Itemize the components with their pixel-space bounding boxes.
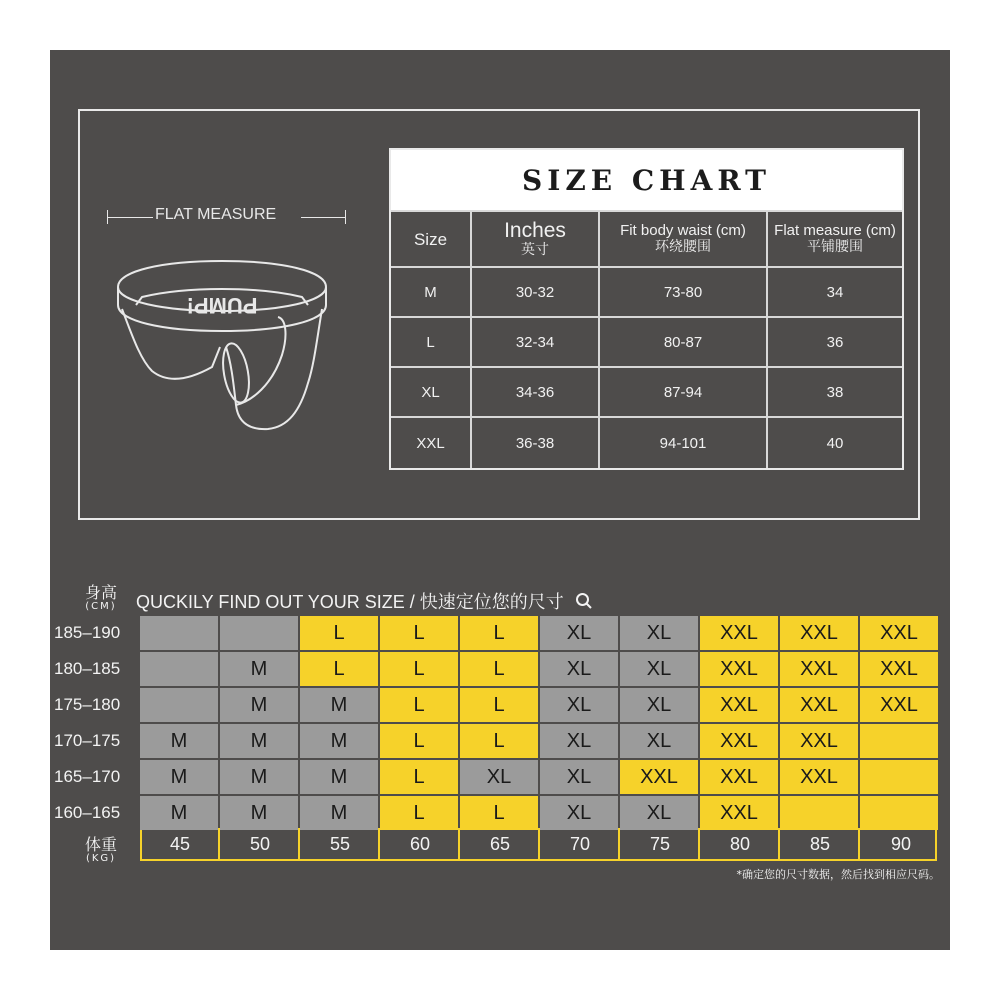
size-grid-cell: M [300, 724, 378, 758]
size-grid-cell: XL [620, 796, 698, 830]
row-m-flat: 34 [826, 283, 844, 301]
size-grid-cell: XXL [860, 616, 938, 650]
size-grid-cell [860, 796, 938, 830]
size-grid-cell: XXL [700, 688, 778, 722]
search-icon [575, 592, 593, 610]
quick-find-title [136, 588, 593, 614]
size-grid-cell [860, 760, 938, 794]
size-grid-cell: XXL [780, 652, 858, 686]
weight-value: 65 [462, 829, 540, 860]
size-grid-cell: XL [540, 616, 618, 650]
weight-value: 80 [702, 829, 780, 860]
size-grid-cell: L [460, 616, 538, 650]
size-grid-cell: L [300, 616, 378, 650]
size-grid-cell: L [460, 724, 538, 758]
size-grid-cell: XL [540, 760, 618, 794]
size-grid-cell: L [380, 688, 458, 722]
size-chart-table [389, 148, 904, 470]
height-row-label: 185–190 [54, 623, 121, 642]
height-row-label: 160–165 [54, 803, 121, 822]
size-grid-cell: L [380, 724, 458, 758]
brief-outline-illustration [112, 255, 332, 435]
size-grid-cell: XXL [780, 688, 858, 722]
size-grid-cell: M [220, 688, 298, 722]
row-xl-inches: 34-36 [515, 383, 555, 401]
size-grid-cell: M [140, 796, 218, 830]
size-grid-cell: XL [620, 616, 698, 650]
size-grid-cell: L [380, 760, 458, 794]
flat-measure-label: FLAT MEASURE [155, 206, 277, 223]
size-grid-cell: XL [540, 724, 618, 758]
weight-value: 60 [382, 829, 460, 860]
weight-value: 45 [142, 829, 220, 860]
size-grid-cell: XL [540, 652, 618, 686]
size-grid-cell: XXL [780, 760, 858, 794]
size-grid-cell: XXL [700, 652, 778, 686]
size-grid-cell: XXL [700, 724, 778, 758]
measure-line-left [107, 217, 153, 218]
row-l-flat: 36 [826, 333, 844, 351]
measure-line-right [301, 217, 345, 218]
measure-tick-right [345, 210, 346, 224]
size-grid-cell: XXL [860, 652, 938, 686]
row-xxl-size: XXL [416, 434, 445, 452]
size-grid-cell: XL [460, 760, 538, 794]
size-grid-cell: XL [620, 652, 698, 686]
weight-value: 55 [302, 829, 380, 860]
row-m-waist: 73-80 [663, 283, 703, 301]
size-grid-cell: XXL [620, 760, 698, 794]
header-flat-measure: Flat measure (cm) 平铺腰围 [774, 222, 896, 255]
size-grid-cell [140, 616, 218, 650]
quick-find-title-text: QUCKILY FIND OUT YOUR SIZE / 快速定位您的尺寸 [136, 592, 564, 612]
size-grid-cell: M [220, 796, 298, 830]
height-row-label: 165–170 [54, 767, 121, 786]
size-grid-cell: M [220, 724, 298, 758]
size-grid-cell: M [300, 688, 378, 722]
size-grid-cell: M [140, 760, 218, 794]
height-row-label: 180–185 [54, 659, 121, 678]
size-grid-cell: XL [540, 796, 618, 830]
row-xl-flat: 38 [826, 383, 844, 401]
size-grid-cell: XXL [700, 760, 778, 794]
row-xl-size: XL [421, 383, 440, 401]
height-row-label: 170–175 [54, 731, 121, 750]
size-grid-cell: L [380, 652, 458, 686]
row-m-size: M [424, 283, 437, 301]
size-grid-cell: M [220, 760, 298, 794]
row-xxl-inches: 36-38 [515, 434, 555, 452]
row-xxl-flat: 40 [826, 434, 844, 452]
row-l-waist: 80-87 [663, 333, 703, 351]
size-grid-cell: M [300, 760, 378, 794]
size-grid-cell: XXL [780, 616, 858, 650]
row-xxl-waist: 94-101 [659, 434, 707, 452]
header-fit-body-waist: Fit body waist (cm) 环绕腰围 [620, 222, 746, 255]
size-grid-cell: XXL [860, 688, 938, 722]
size-grid-cell [140, 688, 218, 722]
row-l-inches: 32-34 [515, 333, 555, 351]
footnote: *确定您的尺寸数据，然后找到相应尺码。 [736, 868, 940, 881]
row-l-size: L [426, 333, 435, 351]
row-m-inches: 30-32 [515, 283, 555, 301]
size-grid-cell [220, 616, 298, 650]
size-grid-cell: M [140, 724, 218, 758]
size-grid-cell: L [460, 688, 538, 722]
brand-logo: PUMP! [186, 293, 258, 318]
size-grid-cell: M [300, 796, 378, 830]
size-grid-cell: L [460, 652, 538, 686]
size-grid-cell [860, 724, 938, 758]
size-grid-cell: XL [620, 688, 698, 722]
weight-value: 90 [890, 834, 912, 854]
weight-value: 50 [222, 829, 300, 860]
weight-value: 85 [782, 829, 860, 860]
size-grid-cell [780, 796, 858, 830]
size-grid-cell: XXL [700, 616, 778, 650]
size-grid-cell: L [380, 796, 458, 830]
header-size: Size [413, 229, 448, 249]
header-inches: Inches 英寸 [504, 218, 566, 258]
weight-axis-label: 体重 (KG) [84, 835, 117, 864]
weight-value: 75 [622, 829, 700, 860]
size-grid-cell [140, 652, 218, 686]
row-xl-waist: 87-94 [663, 383, 703, 401]
size-grid-cell: XL [540, 688, 618, 722]
size-grid-cell: XXL [700, 796, 778, 830]
size-grid-cell: L [380, 616, 458, 650]
size-grid-cell: L [460, 796, 538, 830]
size-chart-title: SIZE CHART [391, 150, 902, 210]
size-grid-cell: XL [620, 724, 698, 758]
size-grid-cell: L [300, 652, 378, 686]
weight-value: 70 [542, 829, 620, 860]
height-axis-label: 身高 (CM) [84, 583, 117, 612]
size-grid-cell: M [220, 652, 298, 686]
flat-measure-indicator [107, 206, 347, 226]
size-grid-cell: XXL [780, 724, 858, 758]
height-row-label: 175–180 [54, 695, 121, 714]
